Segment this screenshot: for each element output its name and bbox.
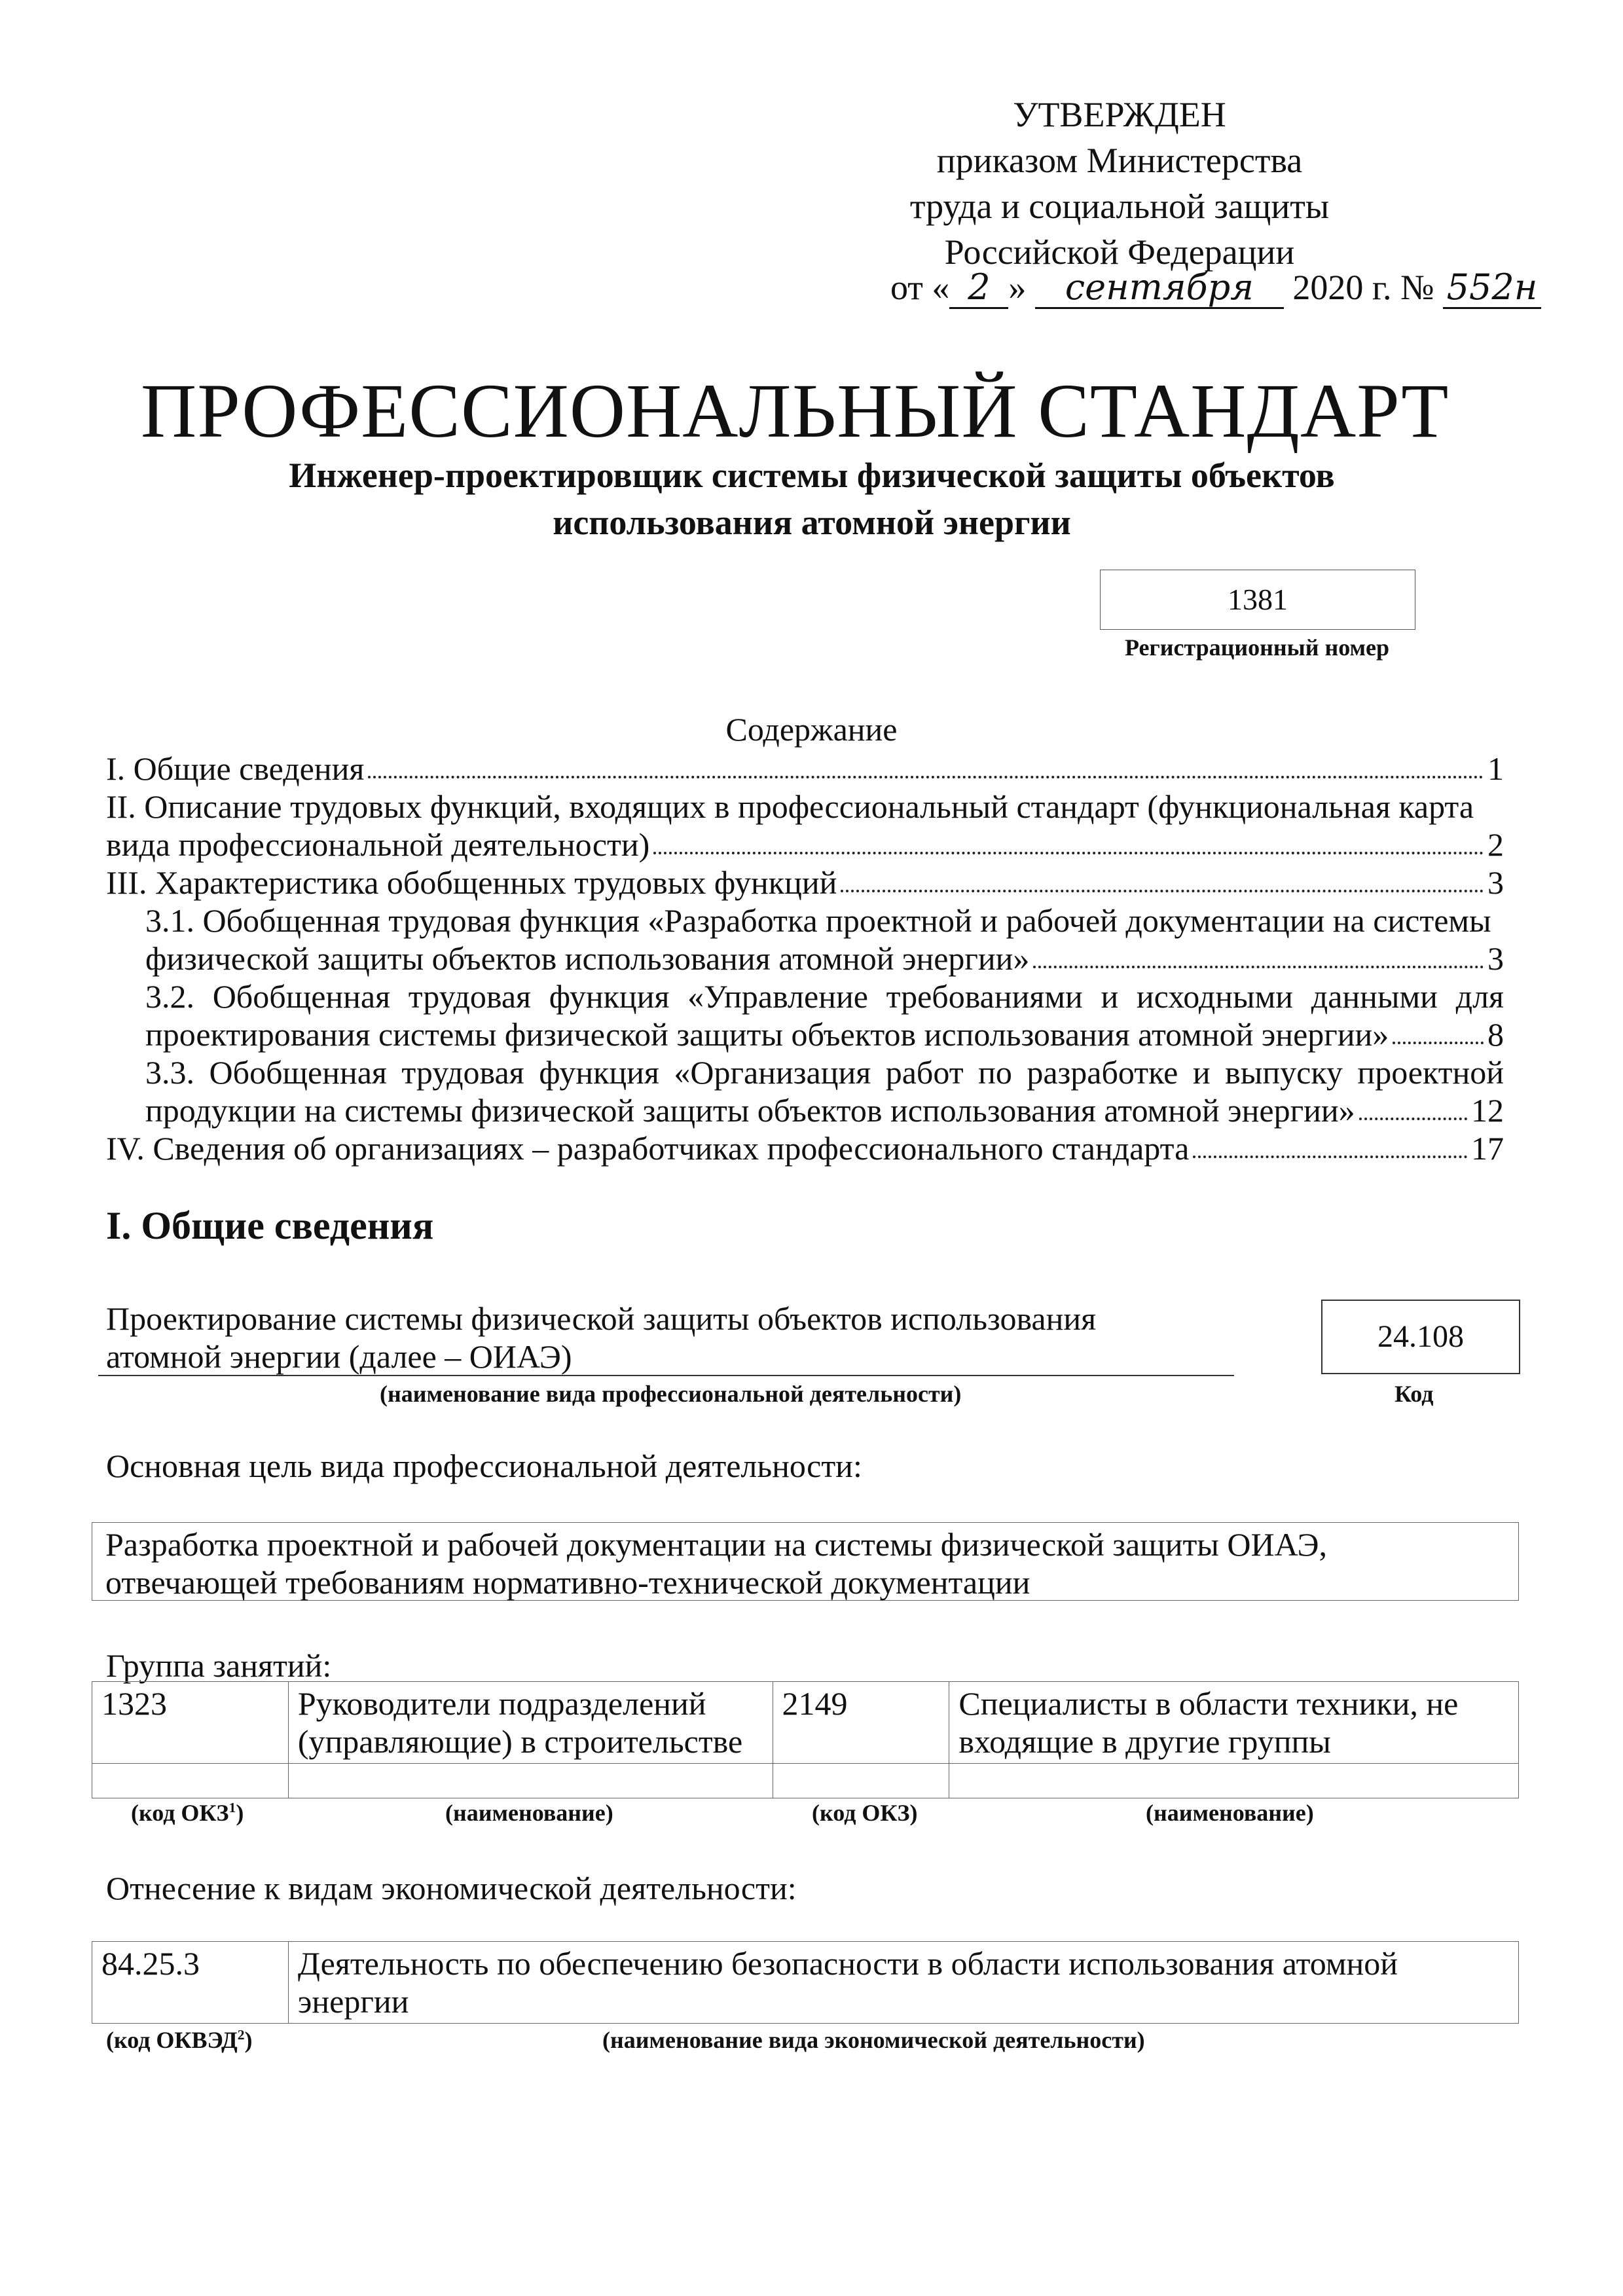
okved-code-caption: [106, 2026, 253, 2054]
date-mid: »: [1008, 268, 1027, 307]
toc-page-number: 3: [1487, 940, 1504, 977]
okved-name-line-2: энергии: [297, 1983, 409, 2020]
activity-line-1: Проектирование системы физической защиты объектов использования: [106, 1300, 1097, 1337]
occupation-name-caption-2: (наименование): [1146, 1800, 1314, 1826]
approval-line-3: Российской Федерации: [944, 232, 1295, 272]
toc-entry-text: вида профессиональной деятельности): [106, 826, 650, 863]
okved-name-line-1: Деятельность по обеспечению безопасности в области использования атомной: [297, 1945, 1398, 1982]
toc-entry-3-1[interactable]: [106, 939, 1504, 977]
document-title: ПРОФЕССИОНАЛЬНЫЙ СТАНДАРТ: [141, 368, 1450, 454]
caption-text-end: ): [236, 1800, 244, 1826]
activity-line-2: атомной энергии (далее – ОИАЭ): [106, 1338, 572, 1375]
order-date-line: [890, 267, 1541, 309]
goal-line-2: отвечающей требованиям нормативно-технической документации: [105, 1564, 1030, 1601]
approval-stamp: УТВЕРЖДЕН: [1013, 95, 1226, 134]
occupation-code-1: 1323: [92, 1682, 289, 1764]
empty-cell: [949, 1764, 1519, 1798]
occupation-code-2: 2149: [773, 1682, 949, 1764]
section-1-heading: I. Общие сведения: [106, 1204, 434, 1247]
toc-entry-text: III. Характеристика обобщенных трудовых функций: [106, 864, 837, 901]
occupation-group-label: Группа занятий:: [106, 1647, 332, 1684]
toc-entry-3-1-line-1: 3.1. Обобщенная трудовая функция «Разработка проектной и рабочей документации на системы: [145, 902, 1491, 939]
occupation-name-2-line-2: входящие в другие группы: [958, 1723, 1331, 1760]
caption-text-end: ): [244, 2027, 253, 2053]
caption-text: (код ОКЗ: [131, 1800, 229, 1826]
toc-entry-text: проектирования системы физической защиты объектов использования атомной энергии»: [145, 1016, 1389, 1053]
goal-label: Основная цель вида профессиональной деятельности:: [106, 1448, 862, 1484]
date-prefix: от «: [890, 268, 950, 307]
toc-page-number: 8: [1487, 1016, 1504, 1053]
table-of-contents: [106, 750, 1504, 1167]
footnote-ref: 2: [237, 2027, 245, 2043]
subtitle-line-1: Инженер-проектировщик системы физической защиты объектов: [289, 456, 1335, 495]
empty-cell: [288, 1764, 773, 1798]
subtitle-line-2: использования атомной энергии: [553, 503, 1071, 542]
okved-name: [288, 1942, 1518, 2024]
toc-entry-3-2-line-1: 3.2. Обобщенная трудовая функция «Управление требованиями и исходными данными для: [145, 978, 1504, 1015]
activity-caption: (наименование вида профессиональной деятельности): [380, 1381, 962, 1407]
year-text: 2020 г. №: [1292, 268, 1434, 307]
toc-entry-3-3[interactable]: [106, 1091, 1504, 1129]
caption-text: (код ОКВЭД: [106, 2027, 238, 2053]
okved-code: 84.25.3: [92, 1942, 289, 2024]
activity-code-caption: Код: [1395, 1381, 1434, 1407]
table-row: [92, 1942, 1519, 2024]
occupation-name-caption-1: (наименование): [445, 1800, 613, 1826]
occupation-code-caption-2: (код ОКЗ): [812, 1800, 918, 1826]
empty-cell: [92, 1764, 289, 1798]
toc-page-number: 17: [1471, 1130, 1504, 1167]
occupation-name-1-line-1: Руководители подразделений: [297, 1685, 706, 1722]
approval-line-1: приказом Министерства: [936, 141, 1303, 180]
footnote-ref: 1: [228, 1800, 236, 1815]
approval-line-2: труда и социальной защиты: [909, 187, 1330, 226]
toc-entry-3-3-line-1: 3.3. Обобщенная трудовая функция «Организация работ по разработке и выпуску проектной: [145, 1054, 1504, 1091]
occupation-code-caption-1: [131, 1799, 244, 1827]
approval-block: [838, 92, 1401, 275]
goal-box: [92, 1522, 1519, 1601]
goal-line-1: Разработка проектной и рабочей документации на системы физической защиты ОИАЭ,: [105, 1526, 1327, 1563]
table-row: [92, 1682, 1519, 1764]
occupation-name-2-line-1: Специалисты в области техники, не: [958, 1685, 1459, 1722]
toc-entry-text: IV. Сведения об организациях – разработчиках профессионального стандарта: [106, 1130, 1190, 1167]
empty-cell: [773, 1764, 949, 1798]
economic-activity-label: Отнесение к видам экономической деятельности:: [106, 1870, 797, 1906]
economic-activity-table: [92, 1941, 1519, 2024]
document-subtitle: [157, 452, 1467, 546]
toc-entry-text: продукции на системы физической защиты объектов использования атомной энергии»: [145, 1092, 1355, 1129]
toc-page-number: 1: [1487, 750, 1504, 787]
toc-entry-2[interactable]: [106, 826, 1504, 864]
handwritten-month: сентября: [1035, 268, 1284, 309]
toc-entry-text: физической защиты объектов использования атомной энергии»: [145, 940, 1030, 977]
occupation-name-1-line-2: (управляющие) в строительстве: [297, 1723, 743, 1760]
occupation-table: [92, 1681, 1519, 1798]
toc-entry-text: I. Общие сведения: [106, 750, 365, 787]
table-row-empty: [92, 1764, 1519, 1798]
toc-heading: Содержание: [725, 711, 898, 748]
toc-entry-3[interactable]: [106, 864, 1504, 902]
okved-name-caption: (наименование вида экономической деятельности): [602, 2027, 1145, 2053]
toc-entry-1[interactable]: [106, 750, 1504, 788]
toc-page-number: 3: [1487, 864, 1504, 901]
toc-entry-2-line-1: II. Описание трудовых функций, входящих в профессиональный стандарт (функциональная карта: [106, 788, 1474, 825]
handwritten-order-number: 552н: [1443, 268, 1541, 309]
registration-caption: Регистрационный номер: [1124, 634, 1390, 661]
activity-name: [106, 1300, 1239, 1376]
handwritten-day: 2: [949, 268, 1008, 309]
occupation-name-2: [949, 1682, 1519, 1764]
activity-code-box: 24.108: [1321, 1300, 1520, 1374]
toc-page-number: 2: [1487, 826, 1504, 863]
registration-number-box: 1381: [1100, 570, 1415, 630]
toc-entry-4[interactable]: [106, 1129, 1504, 1167]
activity-underline: [98, 1375, 1234, 1376]
occupation-name-1: [288, 1682, 773, 1764]
toc-page-number: 12: [1471, 1092, 1504, 1129]
toc-entry-3-2[interactable]: [106, 1015, 1504, 1053]
